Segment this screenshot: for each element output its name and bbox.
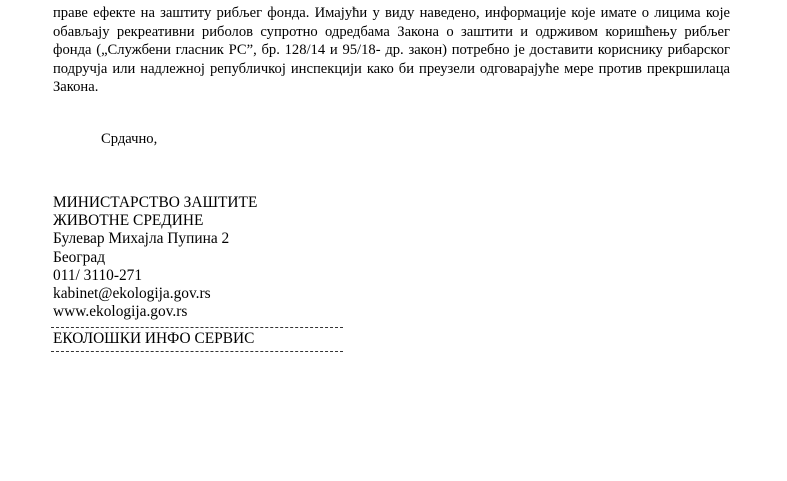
dotted-divider-bottom	[51, 351, 343, 352]
organization-name-line-2: ЖИВОТНЕ СРЕДИНЕ	[53, 212, 204, 230]
organization-website: www.ekologija.gov.rs	[53, 303, 188, 321]
organization-phone: 011/ 3110-271	[53, 266, 143, 284]
signature-block	[53, 194, 257, 321]
organization-email: kabinet@ekologija.gov.rs	[53, 285, 211, 303]
dotted-divider-top	[51, 327, 343, 328]
organization-name-line-1: МИНИСТАРСТВО ЗАШТИТЕ	[53, 194, 258, 211]
organization-address: Булевар Михајла Пупина 2	[53, 230, 230, 248]
letter-closing: Срдачно,	[101, 131, 158, 147]
letter-body-paragraph: праве ефекте на заштиту рибљег фонда. Имајући у виду наведено, информације које имате о лицима које обављају рекреативни риболов супротно одредбама Закона о заштити и одрживом коришћењу рибљег фонда („Службени гласник РС”, бр. 128/14 и 95/18- др. закон) потребно је доставити кориснику рибарског подручја или надлежној републичкој инспекцији како би преузели одговарајуће мере против прекршилаца Закона.	[53, 5, 730, 96]
service-name: ЕКОЛОШКИ ИНФО СЕРВИС	[53, 330, 255, 347]
organization-city: Београд	[53, 248, 106, 266]
